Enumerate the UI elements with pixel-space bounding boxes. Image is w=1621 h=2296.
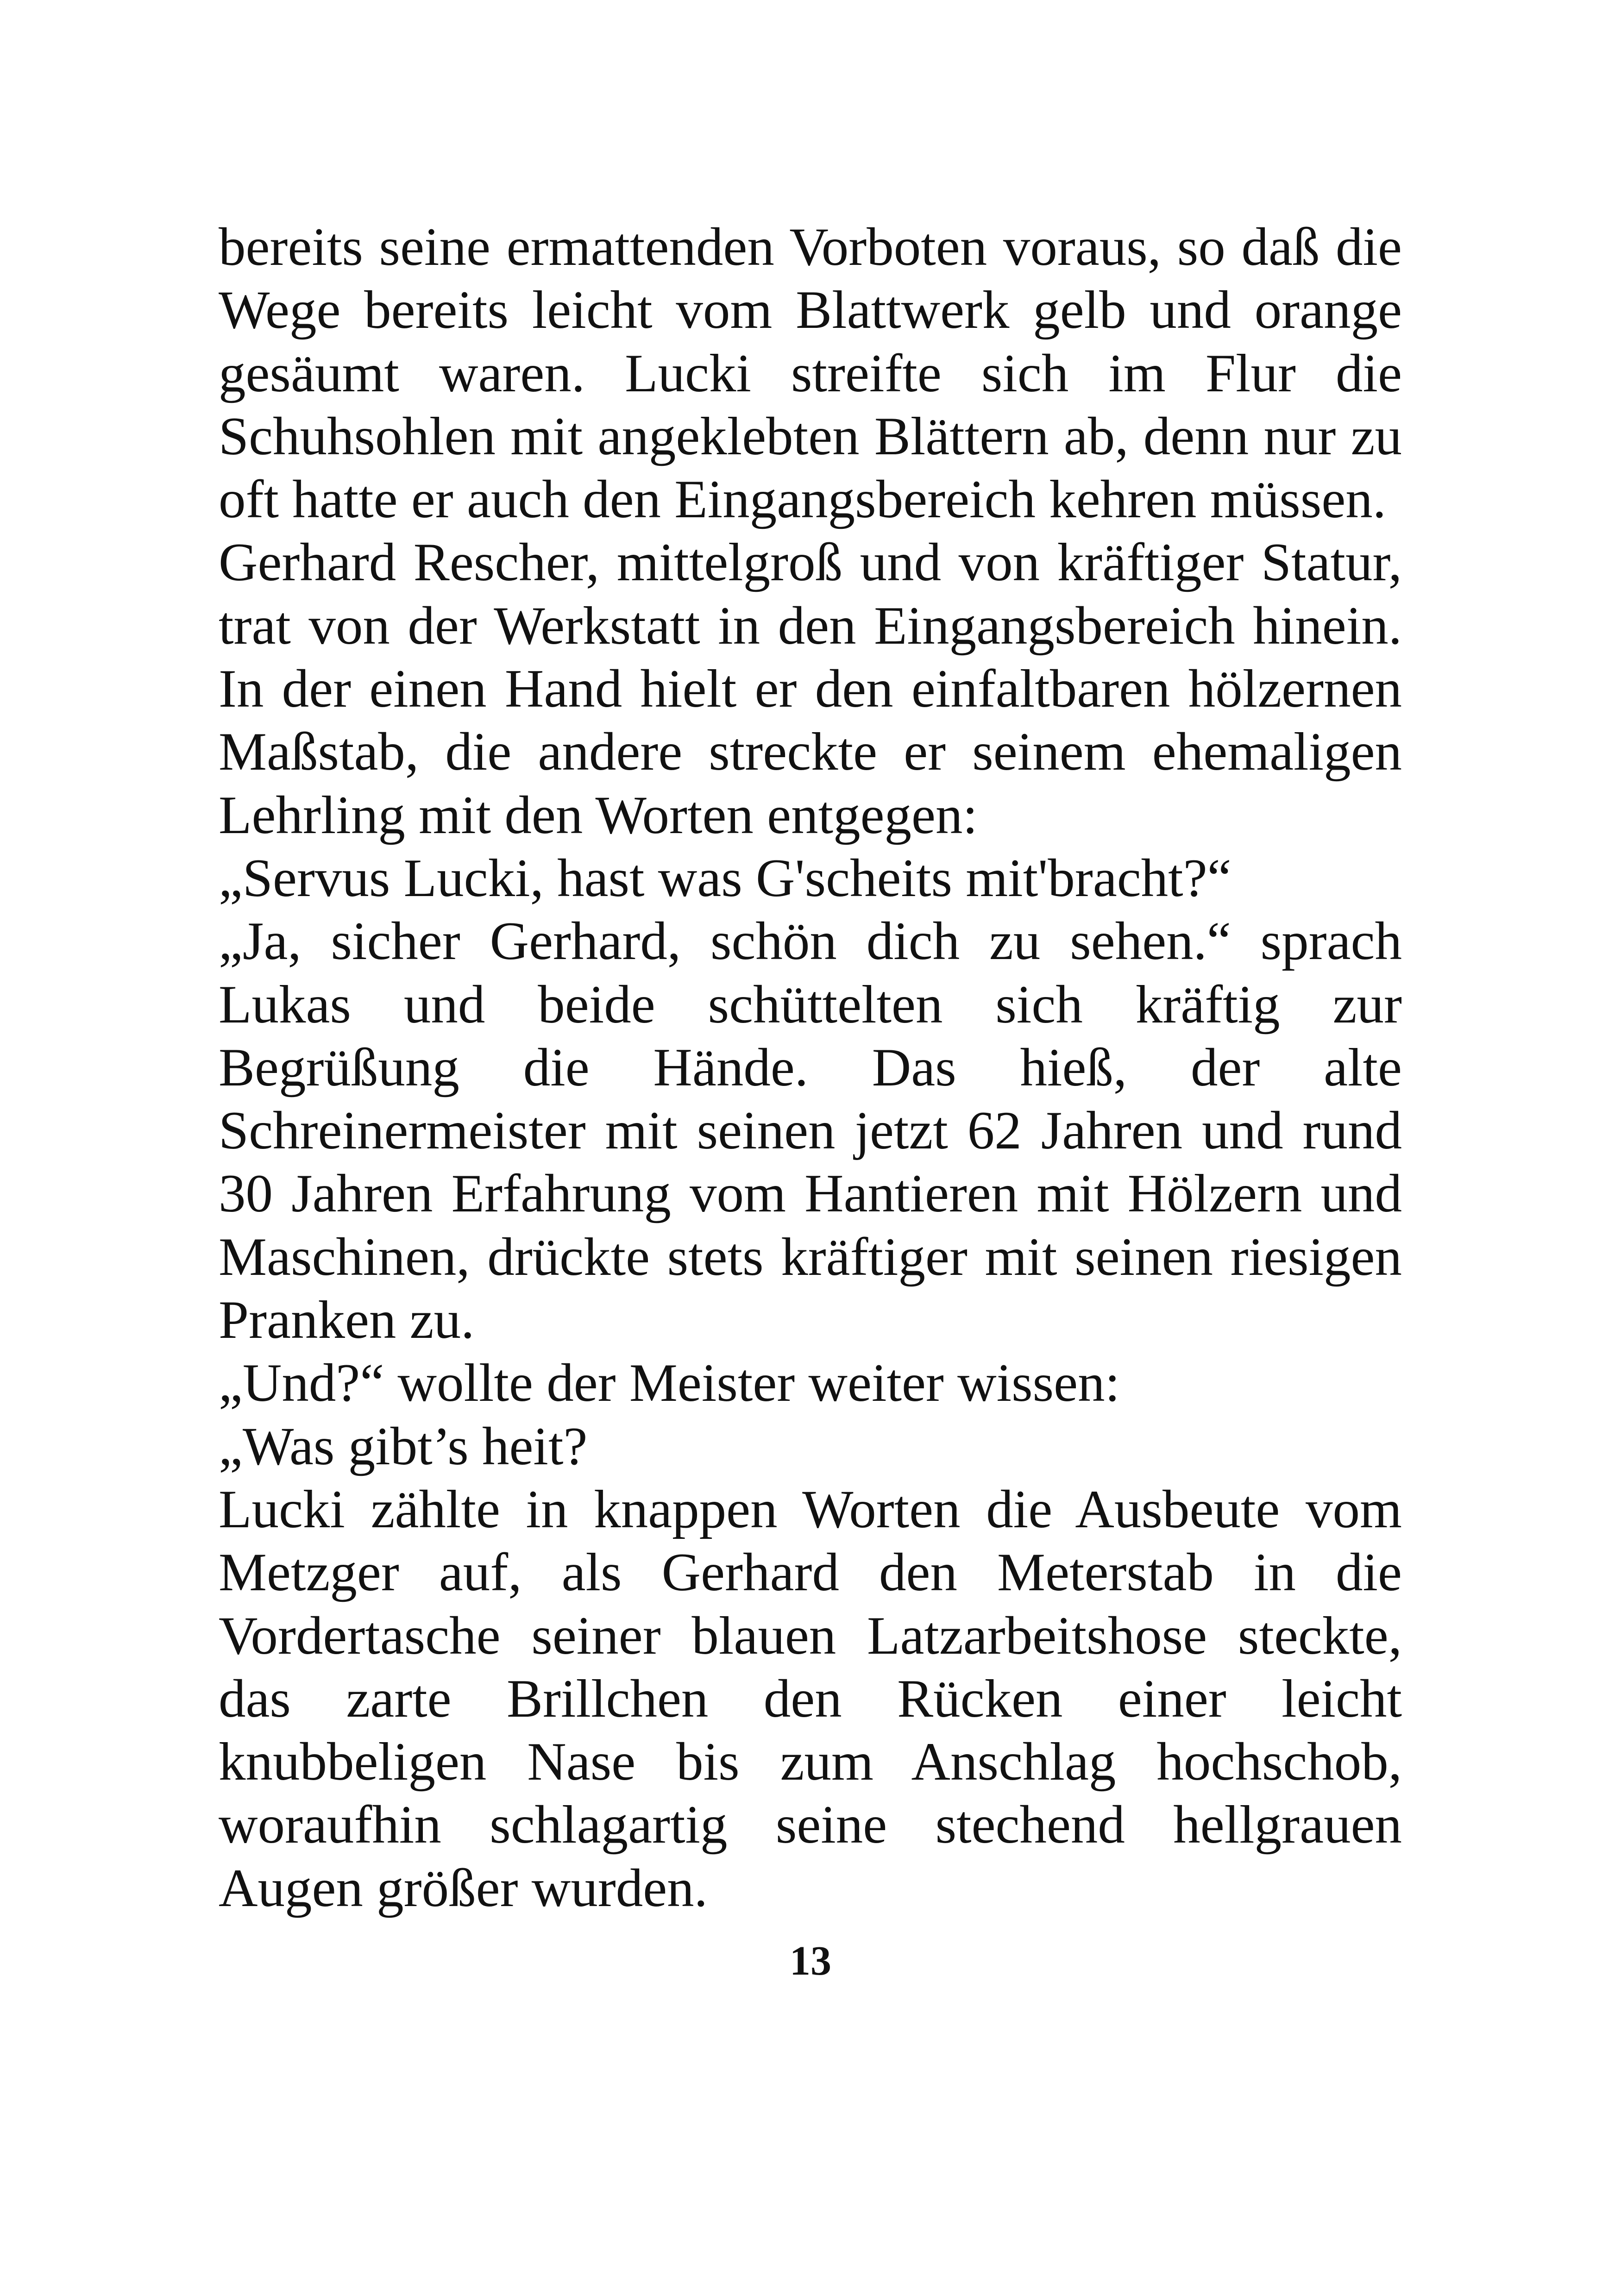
text-line: Wege bereits leicht vom Blattwerk gelb und orange (219, 280, 1402, 340)
text-line: „Ja, sicher Gerhard, schön dich zu sehen.“ sprach (219, 911, 1402, 972)
text-line: Augen größer wurden. (219, 1858, 708, 1918)
text-line: In der einen Hand hielt er den einfaltbaren hölzernen (219, 659, 1402, 719)
text-line: bereits seine ermattenden Vorboten voraus, so daß die (219, 217, 1402, 277)
text-line: Pranken zu. (219, 1290, 475, 1350)
text-line: Gerhard Rescher, mittelgroß und von kräftiger Statur, (219, 533, 1402, 593)
text-line: Metzger auf, als Gerhard den Meterstab in die (219, 1543, 1402, 1603)
text-line: 30 Jahren Erfahrung vom Hantieren mit Hölzern und (219, 1164, 1402, 1224)
text-line: Maschinen, drückte stets kräftiger mit seinen riesigen (219, 1227, 1402, 1287)
text-line: Begrüßung die Hände. Das hieß, der alte (219, 1037, 1402, 1098)
text-line: Lukas und beide schüttelten sich kräftig zur (219, 974, 1402, 1035)
text-line: Schreinermeister mit seinen jetzt 62 Jahren und rund (219, 1101, 1402, 1161)
text-line: Schuhsohlen mit angeklebten Blättern ab, denn nur zu (219, 406, 1402, 466)
body-text (219, 216, 1402, 1920)
text-line: Lucki zählte in knappen Worten die Ausbeute vom (219, 1479, 1402, 1539)
text-line: knubbeligen Nase bis zum Anschlag hochschob, (219, 1732, 1402, 1792)
text-line: „Servus Lucki, hast was G'scheits mit'bracht?“ (219, 848, 1231, 908)
text-line: „Und?“ wollte der Meister weiter wissen: (219, 1353, 1120, 1413)
text-line: Vordertasche seiner blauen Latzarbeitshose steckte, (219, 1606, 1402, 1666)
text-line: oft hatte er auch den Eingangsbereich kehren müssen. (219, 470, 1387, 530)
page-number: 13 (790, 1938, 831, 1984)
text-line: trat von der Werkstatt in den Eingangsbereich hinein. (219, 596, 1402, 656)
text-line: gesäumt waren. Lucki streifte sich im Flur die (219, 343, 1402, 403)
text-line: das zarte Brillchen den Rücken einer leicht (219, 1669, 1402, 1729)
text-line: Lehrling mit den Worten entgegen: (219, 785, 978, 845)
text-line: „Was gibt’s heit? (219, 1416, 588, 1476)
text-line: Maßstab, die andere streckte er seinem ehemaligen (219, 722, 1402, 782)
text-line: woraufhin schlagartig seine stechend hellgrauen (219, 1795, 1402, 1855)
